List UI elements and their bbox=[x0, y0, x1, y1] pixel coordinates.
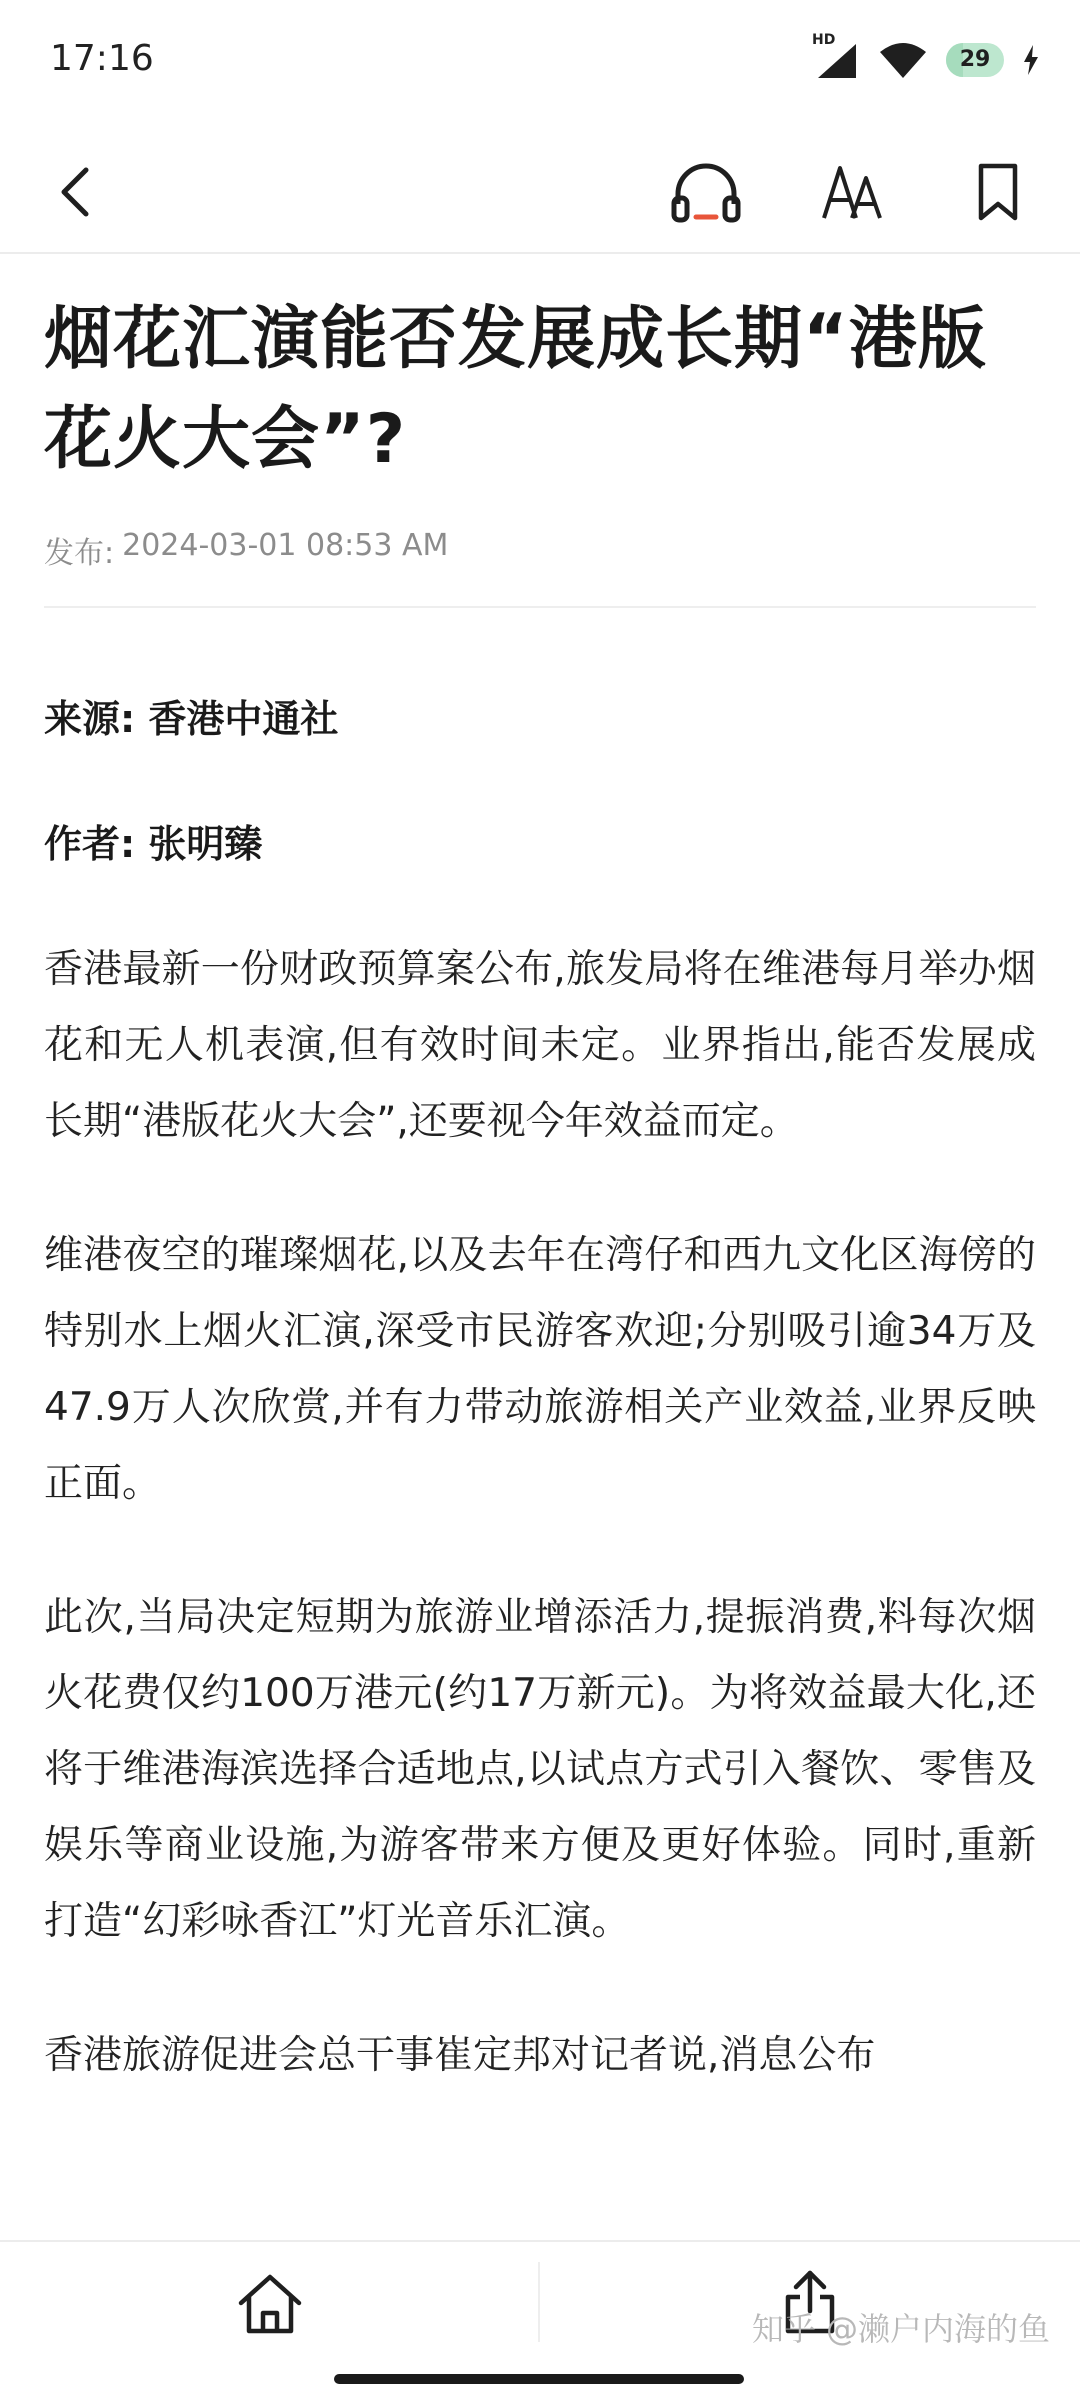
listen-button[interactable] bbox=[666, 152, 746, 232]
watermark: 知乎 @濑户内海的鱼 bbox=[751, 2310, 1050, 2348]
article-paragraph: 香港最新一份财政预算案公布,旅发局将在维港每月举办烟花和无人机表演,但有效时间未定。业界指出,能否发展成长期“港版花火大会”,还要视今年效益而定。 bbox=[44, 947, 1036, 1144]
bookmark-icon bbox=[976, 162, 1020, 222]
article-paragraph: 此次,当局决定短期为旅游业增添活力,提振消费,料每次烟火花费仅约100万港元(约17万新元)。为将效益最大化,还将于维港海滨选择合适地点,以试点方式引入餐饮、零售及娱乐等商业设施,为游客带来方便及更好体验。同时,重新打造“幻彩咏香江”灯光音乐汇演。 bbox=[44, 1595, 1036, 1944]
bottom-divider bbox=[538, 2262, 540, 2342]
home-icon bbox=[237, 2273, 303, 2335]
nav-bar bbox=[0, 130, 1080, 254]
title-divider bbox=[44, 606, 1036, 608]
publish-meta bbox=[44, 528, 1036, 572]
network-label: HD bbox=[812, 32, 836, 48]
font-size-button[interactable] bbox=[812, 152, 892, 232]
wifi-icon bbox=[878, 40, 928, 80]
battery-icon bbox=[946, 43, 1004, 77]
status-bar bbox=[0, 0, 1080, 120]
article-title: 烟花汇演能否发展成长期“港版花火大会”? bbox=[44, 300, 987, 479]
home-indicator[interactable] bbox=[334, 2374, 744, 2384]
publish-label: 发布: bbox=[44, 536, 115, 571]
status-time: 17:16 bbox=[50, 38, 154, 79]
article-author: 作者: 张明臻 bbox=[44, 822, 263, 866]
bottom-bar bbox=[0, 2240, 1080, 2403]
font-size-icon bbox=[820, 162, 884, 222]
article-source: 来源: 香港中通社 bbox=[44, 697, 339, 741]
back-arrow-icon bbox=[56, 164, 96, 220]
back-button[interactable] bbox=[36, 152, 116, 232]
bookmark-button[interactable] bbox=[958, 152, 1038, 232]
publish-time: 2024-03-01 08:53 AM bbox=[122, 528, 449, 563]
article-paragraph: 维港夜空的璀璨烟花,以及去年在湾仔和西九文化区海傍的特别水上烟火汇演,深受市民游客欢迎;分别吸引逾34万及47.9万人次欣赏,并有力带动旅游相关产业效益,业界反映正面。 bbox=[44, 1233, 1036, 1506]
article bbox=[44, 290, 1036, 2094]
home-button[interactable] bbox=[230, 2264, 310, 2344]
headphones-icon bbox=[670, 160, 742, 224]
article-paragraph: 香港旅游促进会总干事崔定邦对记者说,消息公布 bbox=[44, 2033, 876, 2078]
status-icons bbox=[812, 32, 1040, 80]
signal-icon bbox=[812, 32, 860, 80]
charging-icon bbox=[1022, 45, 1040, 75]
battery-level: 29 bbox=[959, 47, 991, 72]
